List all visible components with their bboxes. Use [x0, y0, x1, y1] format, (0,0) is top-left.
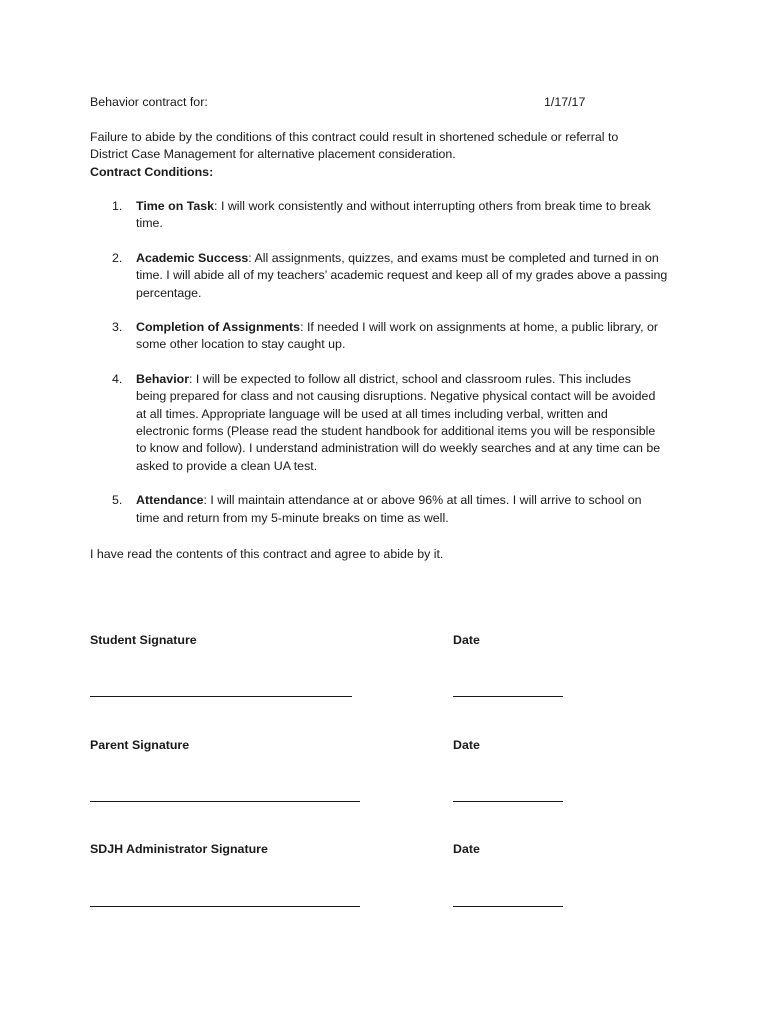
condition-line: [136, 492, 690, 509]
parent-signature-line[interactable]: [90, 801, 360, 802]
condition-number: 5.: [112, 493, 123, 508]
condition-line: at all times. Appropriate language will be used at all times including verbal, written and: [136, 406, 608, 421]
student-date-label: Date: [453, 633, 480, 647]
contract-title: Behavior contract for:: [90, 95, 208, 109]
condition-item: [90, 319, 690, 354]
condition-body: [136, 250, 690, 302]
condition-number: 3.: [112, 320, 123, 335]
condition-item: [90, 371, 690, 475]
admin-signature-line[interactable]: [90, 906, 360, 907]
admin-date-label: Date: [453, 842, 480, 856]
condition-title: Attendance: [136, 493, 204, 508]
condition-body: [136, 371, 690, 475]
intro-line-1: Failure to abide by the conditions of this contract could result in shortened schedule or referral to: [90, 130, 619, 144]
condition-text: If needed I will work on assignments at home, a public library, or: [306, 320, 658, 335]
condition-body: [136, 319, 690, 354]
intro-line-2: District Case Management for alternative placement consideration.: [90, 147, 456, 162]
condition-title: Completion of Assignments: [136, 320, 301, 335]
condition-title-separator: :: [203, 493, 211, 508]
student-signature-label: Student Signature: [90, 633, 197, 647]
condition-line: being prepared for class and not causing disruptions. Negative physical contact will be avoided: [136, 389, 656, 404]
condition-line: [136, 198, 690, 215]
conditions-list: [90, 198, 690, 544]
student-signature-line[interactable]: [90, 696, 352, 697]
intro-paragraph: [90, 129, 690, 181]
condition-line: time.: [136, 216, 163, 231]
condition-line: some other location to stay caught up.: [136, 337, 346, 352]
condition-text: I will maintain attendance at or above 96% at all times. I will arrive to school on: [210, 493, 642, 508]
condition-line: electronic forms (Please read the student handbook for additional items you will be responsible: [136, 424, 656, 439]
condition-line: to know and follow). I understand administration will do weekly searches and at any time can be: [136, 441, 661, 456]
condition-body: [136, 492, 690, 527]
conditions-heading: Contract Conditions:: [90, 164, 214, 179]
condition-body: [136, 198, 690, 233]
header-row: [90, 94, 610, 112]
condition-title: Academic Success: [136, 250, 249, 265]
condition-title: Behavior: [136, 371, 190, 386]
condition-title-separator: :: [189, 371, 196, 386]
condition-text: All assignments, quizzes, and exams must be completed and turned in on: [254, 250, 659, 265]
parent-date-line[interactable]: [453, 801, 563, 802]
student-date-line[interactable]: [453, 696, 563, 697]
condition-text: I will be expected to follow all district, school and classroom rules. This includes: [195, 371, 631, 386]
condition-number: 2.: [112, 250, 123, 265]
condition-title: Time on Task: [136, 199, 215, 213]
condition-item: [90, 198, 690, 233]
parent-signature-label: Parent Signature: [90, 738, 190, 752]
condition-number: 4.: [112, 371, 123, 386]
condition-item: [90, 492, 690, 527]
condition-item: [90, 250, 690, 302]
condition-line: asked to provide a clean UA test.: [136, 458, 318, 473]
condition-title-separator: :: [248, 250, 255, 265]
condition-text: I will work consistently and without interrupting others from break time to break: [220, 199, 651, 213]
condition-title-separator: :: [214, 199, 221, 213]
parent-date-label: Date: [453, 738, 480, 752]
condition-title-separator: :: [300, 320, 307, 335]
admin-date-line[interactable]: [453, 906, 563, 907]
contract-date: 1/17/17: [544, 95, 586, 109]
condition-line: [136, 250, 690, 267]
condition-line: percentage.: [136, 285, 202, 300]
condition-line: [136, 371, 690, 388]
condition-line: time and return from my 5-minute breaks on time as well.: [136, 510, 449, 525]
admin-signature-label: SDJH Administrator Signature: [90, 842, 268, 856]
condition-number: 1.: [112, 199, 123, 213]
condition-line: time. I will abide all of my teachers’ academic request and keep all of my grades above a passing: [136, 268, 668, 283]
condition-line: [136, 319, 690, 336]
agreement-statement: I have read the contents of this contract and agree to abide by it.: [90, 547, 444, 561]
